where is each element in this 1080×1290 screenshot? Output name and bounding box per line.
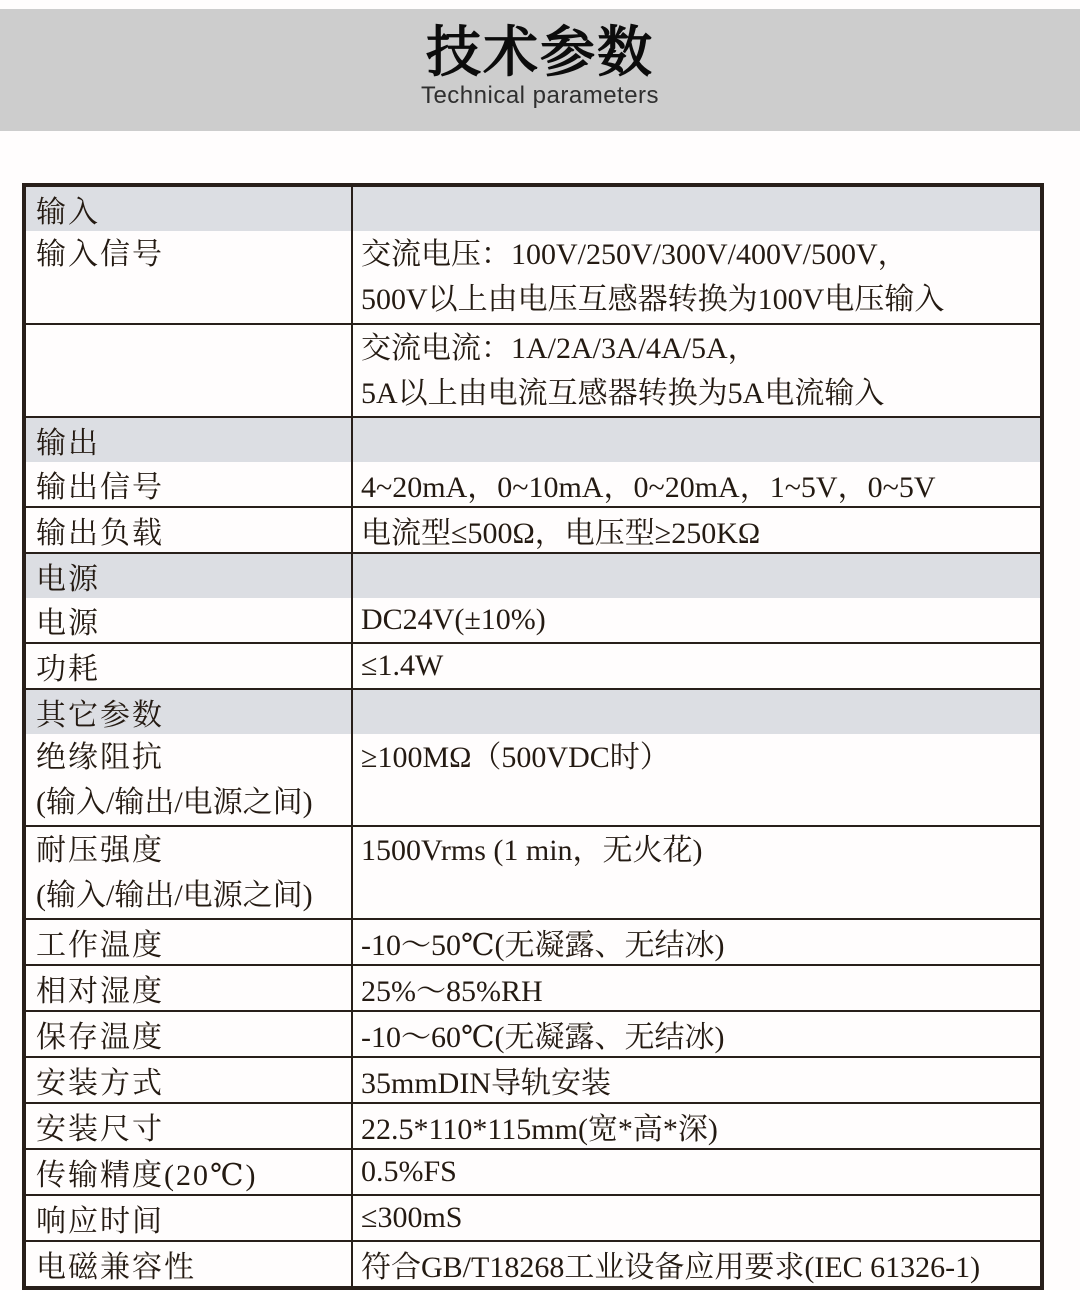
section-row-output — [24, 417, 1042, 462]
row-value: 4~20mA，0~10mA，0~20mA，1~5V，0~5V — [361, 471, 936, 504]
row-label: 电源 — [24, 598, 352, 643]
table-row-operating-temperature — [24, 919, 1042, 965]
table-row-withstand-voltage — [24, 826, 1042, 919]
section-spacer — [352, 553, 1042, 598]
value-line: 交流电压：100V/250V/300V/400V/500V， — [361, 238, 908, 271]
row-value: ≤300mS — [361, 1201, 463, 1234]
section-label: 电源 — [24, 553, 352, 598]
table-row-relative-humidity — [24, 965, 1042, 1011]
section-row-other-params — [24, 689, 1042, 734]
table-row-transmission-accuracy — [24, 1149, 1042, 1195]
value-line: 5A以上由电流互感器转换为5A电流输入 — [361, 377, 885, 410]
section-label: 输出 — [24, 417, 352, 462]
row-label: 安装尺寸 — [24, 1103, 352, 1149]
table-row-power-consumption — [24, 643, 1042, 689]
label-line: (输入/输出/电源之间) — [36, 786, 313, 819]
table-row-storage-temperature — [24, 1011, 1042, 1057]
row-label: 输出信号 — [24, 462, 352, 507]
section-spacer — [352, 185, 1042, 231]
table-row-insulation-resistance — [24, 734, 1042, 826]
row-label: 工作温度 — [24, 919, 352, 965]
section-spacer — [352, 417, 1042, 462]
label-line: 耐压强度 — [36, 834, 164, 867]
row-value: 符合GB/T18268工业设备应用要求(IEC 61326-1) — [361, 1251, 981, 1284]
section-label: 输入 — [24, 185, 352, 231]
row-label: 传输精度(20℃) — [24, 1149, 352, 1195]
row-value: ≤1.4W — [361, 649, 444, 682]
row-value: -10～60℃(无凝露、无结冰) — [361, 1021, 725, 1054]
table-row-output-load — [24, 507, 1042, 553]
row-label: 电磁兼容性 — [24, 1241, 352, 1288]
row-value — [352, 231, 1042, 324]
row-label: 响应时间 — [24, 1195, 352, 1241]
row-label: 输出负载 — [24, 507, 352, 553]
row-value: 1500Vrms (1 min，无火花) — [361, 834, 703, 867]
row-value: 0.5%FS — [361, 1155, 457, 1188]
page-subtitle: Technical parameters — [420, 82, 660, 109]
row-value: 25%～85%RH — [361, 975, 543, 1008]
table-row-emc — [24, 1241, 1042, 1288]
row-label — [24, 734, 352, 826]
table-row-output-signal — [24, 462, 1042, 507]
row-label: 输入信号 — [24, 231, 352, 324]
row-label — [24, 826, 352, 919]
section-spacer — [352, 689, 1042, 734]
value-line: 500V以上由电压互感器转换为100V电压输入 — [361, 283, 945, 316]
title-banner — [0, 9, 1080, 131]
spec-table — [22, 183, 1044, 1290]
section-row-input — [24, 185, 1042, 231]
row-value: 电流型≤500Ω，电压型≥250KΩ — [361, 517, 761, 550]
row-value: 35mmDIN导轨安装 — [361, 1067, 611, 1100]
table-row-input-signal-current — [24, 324, 1042, 417]
row-label — [24, 324, 352, 417]
table-row-mounting-dimensions — [24, 1103, 1042, 1149]
row-label: 功耗 — [24, 643, 352, 689]
label-line: (输入/输出/电源之间) — [36, 879, 313, 912]
table-row-power-supply — [24, 598, 1042, 643]
table-row-mounting-method — [24, 1057, 1042, 1103]
row-value: 22.5*110*115mm(宽*高*深) — [361, 1113, 718, 1146]
row-label: 保存温度 — [24, 1011, 352, 1057]
row-label: 安装方式 — [24, 1057, 352, 1103]
row-value: -10～50℃(无凝露、无结冰) — [361, 929, 725, 962]
value-line: 交流电流：1A/2A/3A/4A/5A， — [361, 332, 758, 365]
label-line: 绝缘阻抗 — [36, 741, 164, 774]
page-title: 技术参数 — [425, 21, 654, 83]
row-value: ≥100MΩ（500VDC时） — [361, 741, 670, 774]
table-row-response-time — [24, 1195, 1042, 1241]
section-row-power — [24, 553, 1042, 598]
table-row-input-signal — [24, 231, 1042, 324]
row-label: 相对湿度 — [24, 965, 352, 1011]
row-value: DC24V(±10%) — [361, 603, 546, 636]
row-value — [352, 324, 1042, 417]
section-label: 其它参数 — [24, 689, 352, 734]
